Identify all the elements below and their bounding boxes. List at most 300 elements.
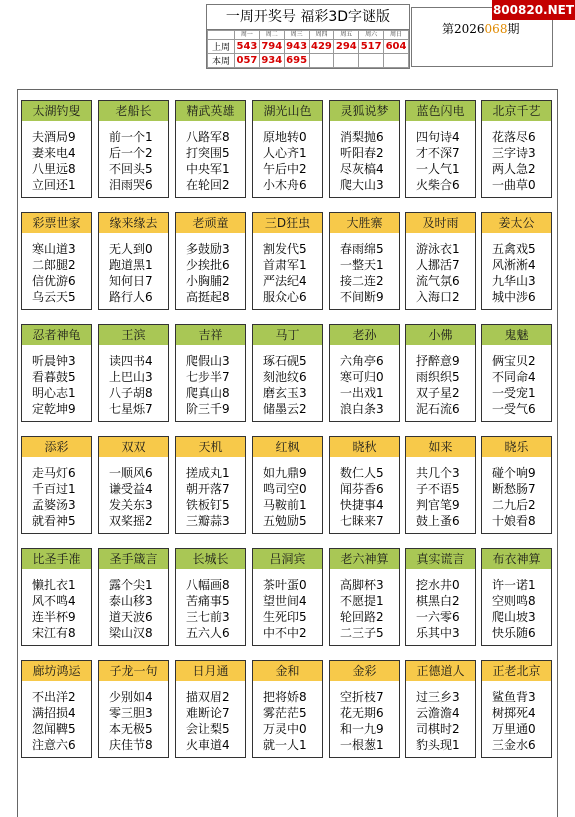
riddle-author: 彩票世家 bbox=[22, 213, 91, 233]
riddle-author: 精武英雄 bbox=[176, 101, 245, 121]
riddle-line: 妻来电4 bbox=[32, 146, 76, 160]
riddle-lines bbox=[330, 345, 399, 417]
riddle-line: 乌云天5 bbox=[32, 290, 76, 304]
riddle-card bbox=[21, 660, 92, 758]
riddle-line: 不回头5 bbox=[109, 162, 153, 176]
riddle-author: 缘来缘去 bbox=[99, 213, 168, 233]
riddle-lines bbox=[482, 233, 551, 305]
riddle-line: 火車道4 bbox=[186, 738, 230, 752]
riddle-line: 万灵中0 bbox=[263, 722, 307, 736]
riddle-line: 五禽戏5 bbox=[492, 242, 536, 256]
riddle-line: 雨织织5 bbox=[416, 370, 460, 384]
issue-suffix: 期 bbox=[507, 22, 520, 36]
riddle-line: 忽闻鞞5 bbox=[32, 722, 76, 736]
riddle-line: 懒扎衣1 bbox=[32, 578, 76, 592]
riddle-line: 双桨摇2 bbox=[109, 514, 153, 528]
riddle-line: 听阳春2 bbox=[340, 146, 384, 160]
riddle-card bbox=[98, 436, 169, 534]
riddle-line: 露个尖1 bbox=[109, 578, 153, 592]
riddle-card bbox=[252, 212, 323, 310]
riddle-line: 和一九9 bbox=[340, 722, 384, 736]
weekday-label: 周一 bbox=[235, 31, 260, 40]
riddle-line: 梁山汉8 bbox=[109, 626, 153, 640]
riddle-card bbox=[98, 324, 169, 422]
riddle-card bbox=[481, 212, 552, 310]
riddle-card bbox=[98, 100, 169, 198]
riddle-line: 碰个响9 bbox=[492, 466, 536, 480]
riddle-lines bbox=[99, 457, 168, 529]
riddle-lines bbox=[99, 121, 168, 193]
riddle-author: 红枫 bbox=[253, 437, 322, 457]
riddle-line: 爬山坡3 bbox=[492, 610, 536, 624]
riddle-card bbox=[405, 548, 476, 646]
riddle-lines bbox=[176, 681, 245, 753]
riddle-line: 流气氛6 bbox=[416, 274, 460, 288]
riddle-line: 春雨绵5 bbox=[340, 242, 384, 256]
riddle-line: 描双眉2 bbox=[186, 690, 230, 704]
riddle-line: 小木舟6 bbox=[263, 178, 307, 192]
riddle-line: 午后中2 bbox=[263, 162, 307, 176]
riddle-line: 城中涉6 bbox=[492, 290, 536, 304]
riddle-line: 俩宝贝2 bbox=[492, 354, 536, 368]
issue-prefix: 第2026 bbox=[442, 22, 485, 36]
riddle-line: 过三乡3 bbox=[416, 690, 460, 704]
riddle-line: 道天波6 bbox=[109, 610, 153, 624]
riddle-line: 无人到0 bbox=[109, 242, 153, 256]
riddle-line: 空则鸣8 bbox=[492, 594, 536, 608]
riddle-line: 七步半7 bbox=[186, 370, 230, 384]
riddle-line: 快捷事4 bbox=[340, 498, 384, 512]
riddle-line: 打突围5 bbox=[186, 146, 230, 160]
riddle-lines bbox=[176, 345, 245, 417]
riddle-line: 如九鼎9 bbox=[263, 466, 307, 480]
draw-number bbox=[309, 54, 334, 68]
riddle-author: 添彩 bbox=[22, 437, 91, 457]
riddle-line: 八子胡8 bbox=[109, 386, 153, 400]
riddle-card bbox=[405, 324, 476, 422]
riddle-card bbox=[21, 548, 92, 646]
riddle-line: 割发代5 bbox=[263, 242, 307, 256]
riddle-author: 北京千艺 bbox=[482, 101, 551, 121]
riddle-author: 吉祥 bbox=[176, 325, 245, 345]
riddle-line: 不间断9 bbox=[340, 290, 384, 304]
riddle-author: 忍者神龟 bbox=[22, 325, 91, 345]
riddle-lines bbox=[330, 233, 399, 305]
riddle-card bbox=[481, 436, 552, 534]
draw-number: 543 bbox=[236, 41, 258, 52]
riddle-line: 生死印5 bbox=[263, 610, 307, 624]
riddle-line: 人心齐1 bbox=[263, 146, 307, 160]
riddle-line: 二九后2 bbox=[492, 498, 536, 512]
riddle-line: 判官笔9 bbox=[416, 498, 460, 512]
riddle-card bbox=[175, 100, 246, 198]
weekday-label: 周三 bbox=[284, 31, 309, 40]
riddle-line: 泥石流6 bbox=[416, 402, 460, 416]
riddle-line: 就一人1 bbox=[263, 738, 307, 752]
riddle-card bbox=[175, 324, 246, 422]
draw-number: 294 bbox=[335, 41, 357, 52]
riddle-line: 阶三千9 bbox=[186, 402, 230, 416]
riddle-line: 爬假山3 bbox=[186, 354, 230, 368]
riddle-line: 满招损4 bbox=[32, 706, 76, 720]
riddle-line: 树掷死4 bbox=[492, 706, 536, 720]
riddle-lines bbox=[22, 233, 91, 305]
riddle-lines bbox=[99, 345, 168, 417]
riddle-lines bbox=[482, 457, 551, 529]
riddle-line: 路行人6 bbox=[109, 290, 153, 304]
riddle-line: 子不语5 bbox=[416, 482, 460, 496]
riddle-author: 及时雨 bbox=[406, 213, 475, 233]
riddle-author: 王滨 bbox=[99, 325, 168, 345]
riddle-line: 高挺起8 bbox=[186, 290, 230, 304]
riddle-line: 宋江有8 bbox=[32, 626, 76, 640]
riddle-line: 二三子5 bbox=[340, 626, 384, 640]
riddle-line: 铁板钉5 bbox=[186, 498, 230, 512]
riddle-lines bbox=[406, 569, 475, 641]
riddle-author: 晓乐 bbox=[482, 437, 551, 457]
riddle-lines bbox=[406, 345, 475, 417]
riddle-author: 灵狐说梦 bbox=[330, 101, 399, 121]
riddle-line: 乐其中3 bbox=[416, 626, 460, 640]
draw-number: 794 bbox=[261, 41, 283, 52]
riddle-line: 一根葱1 bbox=[340, 738, 384, 752]
draw-number: 517 bbox=[360, 41, 382, 52]
riddle-line: 鸣司空0 bbox=[263, 482, 307, 496]
riddle-line: 一出戏1 bbox=[340, 386, 384, 400]
riddle-card bbox=[481, 660, 552, 758]
riddle-lines bbox=[482, 345, 551, 417]
riddle-line: 空折枝7 bbox=[340, 690, 384, 704]
riddle-line: 鲨鱼背3 bbox=[492, 690, 536, 704]
draw-number: 695 bbox=[286, 55, 308, 66]
weekday-label: 周六 bbox=[359, 31, 384, 40]
riddle-line: 会让梨5 bbox=[186, 722, 230, 736]
riddle-author: 大胜寨 bbox=[330, 213, 399, 233]
riddle-line: 看暮鼓5 bbox=[32, 370, 76, 384]
riddle-lines bbox=[99, 569, 168, 641]
weekday-label: 周五 bbox=[334, 31, 359, 40]
riddle-line: 四句诗4 bbox=[416, 130, 460, 144]
riddle-line: 知何日7 bbox=[109, 274, 153, 288]
riddle-author: 金彩 bbox=[330, 661, 399, 681]
riddle-author: 正老北京 bbox=[482, 661, 551, 681]
riddle-author: 三D狂虫 bbox=[253, 213, 322, 233]
riddle-line: 刻池纹6 bbox=[263, 370, 307, 384]
riddle-line: 孟婆汤3 bbox=[32, 498, 76, 512]
draw-number: 429 bbox=[311, 41, 332, 52]
riddle-line: 消梨抛6 bbox=[340, 130, 384, 144]
riddle-line: 一受宠1 bbox=[492, 386, 536, 400]
riddle-line: 小胸脯2 bbox=[186, 274, 230, 288]
riddle-author: 晓秋 bbox=[330, 437, 399, 457]
riddle-line: 一整天1 bbox=[340, 258, 384, 272]
riddle-line: 浪白条3 bbox=[340, 402, 384, 416]
riddle-card bbox=[21, 100, 92, 198]
riddle-author: 天机 bbox=[176, 437, 245, 457]
riddle-line: 首肃军1 bbox=[263, 258, 307, 272]
riddle-line: 中不中2 bbox=[263, 626, 307, 640]
riddle-lines bbox=[22, 569, 91, 641]
riddle-line: 读四书4 bbox=[109, 354, 153, 368]
riddle-card bbox=[175, 548, 246, 646]
riddle-author: 真实谎言 bbox=[406, 549, 475, 569]
riddle-line: 朝开落7 bbox=[186, 482, 230, 496]
riddle-line: 入海口2 bbox=[416, 290, 460, 304]
riddle-line: 一人气1 bbox=[416, 162, 460, 176]
draw-number: 057 bbox=[236, 55, 258, 66]
riddle-line: 共几个3 bbox=[416, 466, 460, 480]
weekly-results-box bbox=[206, 4, 410, 69]
riddle-author: 老船长 bbox=[99, 101, 168, 121]
riddle-line: 七星烁7 bbox=[109, 402, 153, 416]
riddle-line: 三字诗3 bbox=[492, 146, 536, 160]
riddle-author: 吕洞宾 bbox=[253, 549, 322, 569]
riddle-card bbox=[329, 548, 400, 646]
riddle-author: 日月通 bbox=[176, 661, 245, 681]
riddle-line: 后一个2 bbox=[109, 146, 153, 160]
riddle-line: 把将娇8 bbox=[263, 690, 307, 704]
weekday-label: 周日 bbox=[384, 31, 409, 40]
riddle-line: 跑道黑1 bbox=[109, 258, 153, 272]
riddle-author: 圣手箴言 bbox=[99, 549, 168, 569]
riddle-line: 爬真山8 bbox=[186, 386, 230, 400]
issue-label bbox=[442, 20, 519, 37]
riddle-card bbox=[481, 548, 552, 646]
riddle-lines bbox=[253, 457, 322, 529]
weekday-label: 周四 bbox=[309, 31, 334, 40]
riddle-line: 一顺风6 bbox=[109, 466, 153, 480]
riddle-line: 爬大山3 bbox=[340, 178, 384, 192]
riddle-line: 二郎腿2 bbox=[32, 258, 76, 272]
riddle-line: 多鼓励3 bbox=[186, 242, 230, 256]
riddle-line: 少挨批6 bbox=[186, 258, 230, 272]
riddle-line: 不同命4 bbox=[492, 370, 536, 384]
riddle-lines bbox=[482, 681, 551, 753]
riddle-line: 庆佳节8 bbox=[109, 738, 153, 752]
riddle-line: 七睐来7 bbox=[340, 514, 384, 528]
riddle-lines bbox=[482, 569, 551, 641]
riddle-line: 在轮回2 bbox=[186, 178, 230, 192]
riddle-line: 挖水井0 bbox=[416, 578, 460, 592]
weekday-row bbox=[208, 31, 409, 40]
riddle-author: 金和 bbox=[253, 661, 322, 681]
riddle-card bbox=[481, 324, 552, 422]
riddle-lines bbox=[406, 681, 475, 753]
riddle-line: 寒可归0 bbox=[340, 370, 384, 384]
riddle-author: 老顽童 bbox=[176, 213, 245, 233]
riddle-lines bbox=[22, 457, 91, 529]
riddle-card bbox=[252, 548, 323, 646]
riddle-line: 棋黑白2 bbox=[416, 594, 460, 608]
riddle-line: 花落尽6 bbox=[492, 130, 536, 144]
riddle-line: 马鞍前1 bbox=[263, 498, 307, 512]
header-title: 一周开奖号 福彩3D字谜版 bbox=[207, 5, 409, 30]
riddle-line: 听晨钟3 bbox=[32, 354, 76, 368]
riddle-line: 六角亭6 bbox=[340, 354, 384, 368]
riddle-line: 定乾坤9 bbox=[32, 402, 76, 416]
riddle-line: 许一诺1 bbox=[492, 578, 536, 592]
riddle-lines bbox=[406, 233, 475, 305]
riddle-line: 数仁人5 bbox=[340, 466, 384, 480]
riddle-lines bbox=[22, 121, 91, 193]
riddle-grid bbox=[21, 100, 556, 761]
riddle-card bbox=[21, 212, 92, 310]
riddle-line: 雾茫茫5 bbox=[263, 706, 307, 720]
riddle-line: 才不深7 bbox=[416, 146, 460, 160]
riddle-lines bbox=[406, 121, 475, 193]
riddle-author: 子龙一句 bbox=[99, 661, 168, 681]
riddle-line: 泰山移3 bbox=[109, 594, 153, 608]
riddle-line: 游泳衣1 bbox=[416, 242, 460, 256]
riddle-line: 发关东3 bbox=[109, 498, 153, 512]
riddle-card bbox=[175, 436, 246, 534]
riddle-lines bbox=[253, 233, 322, 305]
riddle-line: 断愁肠7 bbox=[492, 482, 536, 496]
riddle-card bbox=[175, 212, 246, 310]
riddle-line: 前一个1 bbox=[109, 130, 153, 144]
riddle-author: 马丁 bbox=[253, 325, 322, 345]
riddle-line: 轮回路2 bbox=[340, 610, 384, 624]
riddle-lines bbox=[22, 681, 91, 753]
riddle-line: 一六零6 bbox=[416, 610, 460, 624]
riddle-author: 老孙 bbox=[330, 325, 399, 345]
riddle-line: 五勉励5 bbox=[263, 514, 307, 528]
riddle-card bbox=[21, 436, 92, 534]
riddle-line: 上巴山3 bbox=[109, 370, 153, 384]
weekday-label: 周二 bbox=[259, 31, 284, 40]
riddle-line: 三金水6 bbox=[492, 738, 536, 752]
riddle-line: 尽灰槁4 bbox=[340, 162, 384, 176]
riddle-card bbox=[98, 212, 169, 310]
riddle-line: 接二连2 bbox=[340, 274, 384, 288]
corner-cell bbox=[208, 31, 235, 40]
riddle-line: 注意六6 bbox=[32, 738, 76, 752]
riddle-line: 走马灯6 bbox=[32, 466, 76, 480]
riddle-author: 太湖钓叟 bbox=[22, 101, 91, 121]
draw-number: 943 bbox=[286, 41, 308, 52]
draw-number bbox=[359, 54, 384, 68]
riddle-author: 正德道人 bbox=[406, 661, 475, 681]
riddle-card bbox=[252, 660, 323, 758]
riddle-line: 鼓上蚤6 bbox=[416, 514, 460, 528]
riddle-lines bbox=[330, 121, 399, 193]
riddle-lines bbox=[176, 457, 245, 529]
riddle-line: 高脚杯3 bbox=[340, 578, 384, 592]
this-week-row bbox=[208, 54, 409, 68]
draw-number: 934 bbox=[261, 55, 283, 66]
riddle-lines bbox=[176, 233, 245, 305]
riddle-line: 十娘看8 bbox=[492, 514, 536, 528]
riddle-author: 湖光山色 bbox=[253, 101, 322, 121]
riddle-line: 双子星2 bbox=[416, 386, 460, 400]
riddle-card bbox=[329, 100, 400, 198]
riddle-line: 谦受益4 bbox=[109, 482, 153, 496]
riddle-line: 三瓣蒜3 bbox=[186, 514, 230, 528]
riddle-line: 火柴合6 bbox=[416, 178, 460, 192]
riddle-line: 泪雨哭6 bbox=[109, 178, 153, 192]
riddle-line: 琢石砚5 bbox=[263, 354, 307, 368]
draw-number: 604 bbox=[384, 40, 409, 54]
riddle-lines bbox=[253, 569, 322, 641]
riddle-card bbox=[21, 324, 92, 422]
riddle-line: 风淅淅4 bbox=[492, 258, 536, 272]
riddle-author: 长城长 bbox=[176, 549, 245, 569]
riddle-lines bbox=[253, 681, 322, 753]
riddle-lines bbox=[99, 233, 168, 305]
riddle-lines bbox=[330, 569, 399, 641]
riddle-line: 难断论7 bbox=[186, 706, 230, 720]
riddle-card bbox=[405, 100, 476, 198]
riddle-card bbox=[252, 324, 323, 422]
riddle-line: 搓成丸1 bbox=[186, 466, 230, 480]
riddle-lines bbox=[330, 457, 399, 529]
riddle-card bbox=[175, 660, 246, 758]
riddle-line: 原地转0 bbox=[263, 130, 307, 144]
draw-number bbox=[334, 54, 359, 68]
riddle-lines bbox=[253, 121, 322, 193]
riddle-line: 抒醉意9 bbox=[416, 354, 460, 368]
riddle-author: 比圣手准 bbox=[22, 549, 91, 569]
riddle-card bbox=[252, 436, 323, 534]
riddle-line: 就看神5 bbox=[32, 514, 76, 528]
riddle-line: 千百过1 bbox=[32, 482, 76, 496]
riddle-line: 一受气6 bbox=[492, 402, 536, 416]
riddle-line: 两人急2 bbox=[492, 162, 536, 176]
riddle-line: 人挪活7 bbox=[416, 258, 460, 272]
riddle-lines bbox=[176, 569, 245, 641]
riddle-line: 豹头现1 bbox=[416, 738, 460, 752]
riddle-card bbox=[329, 660, 400, 758]
issue-number: 068 bbox=[484, 22, 508, 36]
riddle-card bbox=[481, 100, 552, 198]
riddle-card bbox=[405, 436, 476, 534]
riddle-card bbox=[405, 212, 476, 310]
riddle-author: 廊坊鸿运 bbox=[22, 661, 91, 681]
riddle-card bbox=[98, 548, 169, 646]
riddle-line: 少别如4 bbox=[109, 690, 153, 704]
riddle-line: 本无极5 bbox=[109, 722, 153, 736]
riddle-line: 储墨云2 bbox=[263, 402, 307, 416]
riddle-line: 八路军8 bbox=[186, 130, 230, 144]
riddle-line: 三七前3 bbox=[186, 610, 230, 624]
riddle-author: 老六神算 bbox=[330, 549, 399, 569]
riddle-card bbox=[252, 100, 323, 198]
riddle-line: 苦痛事5 bbox=[186, 594, 230, 608]
riddle-line: 信优游6 bbox=[32, 274, 76, 288]
last-week-row bbox=[208, 40, 409, 54]
riddle-card bbox=[405, 660, 476, 758]
riddle-line: 中央军1 bbox=[186, 162, 230, 176]
riddle-author: 小佛 bbox=[406, 325, 475, 345]
riddle-card bbox=[329, 212, 400, 310]
riddle-line: 连半杯9 bbox=[32, 610, 76, 624]
riddle-line: 花无期6 bbox=[340, 706, 384, 720]
riddle-card bbox=[98, 660, 169, 758]
riddle-lines bbox=[22, 345, 91, 417]
weekly-results-table bbox=[207, 30, 409, 68]
riddle-line: 磨玄玉3 bbox=[263, 386, 307, 400]
riddle-line: 服众心6 bbox=[263, 290, 307, 304]
riddle-line: 五六人6 bbox=[186, 626, 230, 640]
riddle-line: 明心志1 bbox=[32, 386, 76, 400]
riddle-line: 八幅画8 bbox=[186, 578, 230, 592]
row-label: 上周 bbox=[208, 40, 235, 54]
riddle-lines bbox=[99, 681, 168, 753]
riddle-lines bbox=[406, 457, 475, 529]
riddle-line: 茶叶蛋0 bbox=[263, 578, 307, 592]
riddle-lines bbox=[330, 681, 399, 753]
riddle-lines bbox=[482, 121, 551, 193]
